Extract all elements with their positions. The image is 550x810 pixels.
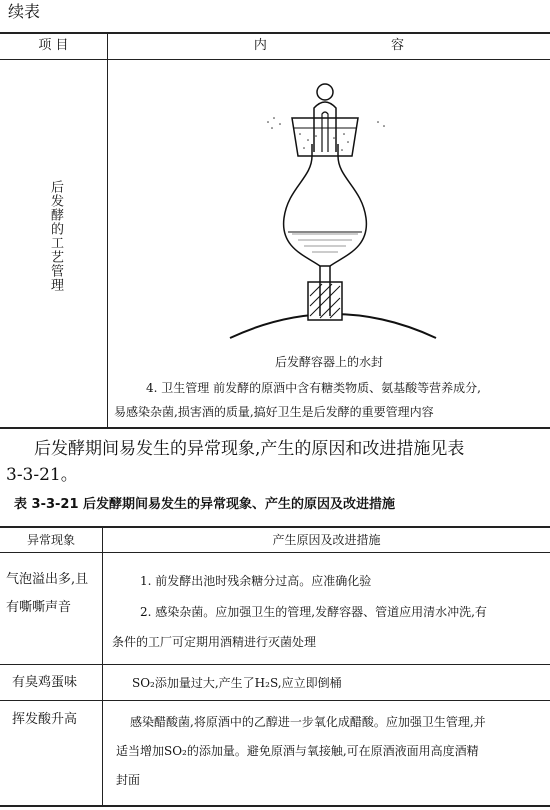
row1-phenomenon-line1: 气泡溢出多,且 <box>6 572 89 587</box>
table2-row2-rule <box>0 700 550 701</box>
row3-phenomenon-line1: 挥发酸升高 <box>12 712 78 727</box>
table2-top-rule <box>0 526 550 528</box>
table2-bottom-rule <box>0 805 550 807</box>
body-text-line2: 3-3-21。 <box>6 465 78 485</box>
row3-cause-line2: 适当增加SO₂的添加量。避免原酒与氧接触,可在原酒液面用高度酒精 <box>116 744 479 758</box>
body-text-line1: 后发酵期间易发生的异常现象,产生的原因和改进措施见表 <box>34 439 465 459</box>
row2-cause-line1: SO₂添加量过大,产生了H₂S,应立即倒桶 <box>132 676 342 690</box>
table1-header-item: 项 目 <box>38 38 69 53</box>
table1-row-label: 后发酵的工艺管理 <box>48 180 63 292</box>
row3-cause-line1: 感染醋酸菌,将原酒中的乙醇进一步氧化成醋酸。应加强卫生管理,并 <box>130 715 486 729</box>
table2-header-phenomenon: 异常现象 <box>26 533 75 547</box>
row3-cause-line3: 封面 <box>116 773 141 787</box>
flask-bulb <box>284 156 367 266</box>
water-seal-figure <box>228 78 438 340</box>
table1-header-rule <box>0 59 550 60</box>
table1-header-content: 内 容 <box>253 38 465 53</box>
table1-bottom-rule <box>0 427 550 429</box>
table2-header-rule <box>0 552 550 553</box>
row1-phenomenon-line2: 有嘶嘶声音 <box>6 600 72 615</box>
table2-column-divider <box>102 527 103 806</box>
inner-tube <box>314 102 336 152</box>
table1-top-rule <box>0 32 550 34</box>
row2-phenomenon-line1: 有臭鸡蛋味 <box>12 675 78 690</box>
row1-cause-line3: 条件的工厂可定期用酒精进行灭菌处理 <box>112 635 317 649</box>
table1-paragraph-line2: 易感染杂菌,损害酒的质量,搞好卫生是后发酵的重要管理内容 <box>114 405 434 419</box>
table2-title: 表 3-3-21 后发酵期间易发生的异常现象、产生的原因及改进措施 <box>14 497 396 512</box>
table2-row1-rule <box>0 664 550 665</box>
table1-paragraph-line1: 4. 卫生管理 前发酵的原酒中含有糖类物质、氨基酸等营养成分, <box>146 381 481 395</box>
top-knob <box>317 84 333 100</box>
continued-label: 续表 <box>8 2 41 21</box>
figure-caption: 后发酵容器上的水封 <box>274 355 383 369</box>
water-cup <box>292 118 358 156</box>
row1-cause-line1: 1. 前发酵出池时残余糖分过高。应准确化验 <box>140 574 372 588</box>
table2-header-causes: 产生原因及改进措施 <box>272 533 381 547</box>
row1-cause-line2: 2. 感染杂菌。应加强卫生的管理,发酵容器、管道应用清水冲洗,有 <box>140 605 487 619</box>
